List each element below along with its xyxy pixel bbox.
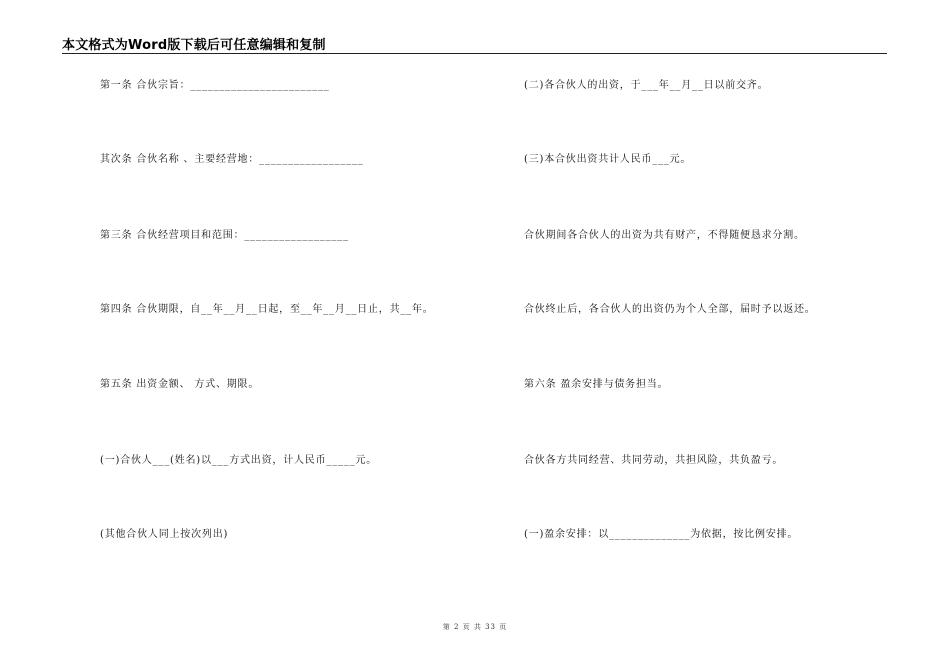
clause-2-name-location: 其次条 合伙名称 、主要经营地：__________________: [100, 154, 364, 165]
page-header: [62, 33, 887, 54]
clause-5-contribution: 第五条 出资金额、 方式、期限。: [100, 379, 260, 390]
clause-5-item-1: (一)合伙人___(姓名)以___方式出资，计人民币_____元。: [100, 455, 378, 466]
clause-4-term: 第四条 合伙期限，自__年__月__日起，至__年__月__日止，共__年。: [100, 304, 434, 315]
page-footer: 第 2 页 共 33 页: [442, 623, 508, 631]
clause-6-profit-debt: 第六条 盈余安排与债务担当。: [524, 379, 669, 390]
header-title: 本文格式为Word版下载后可任意编辑和复制: [62, 38, 326, 53]
clause-1-purpose: 第一条 合伙宗旨：________________________: [100, 80, 330, 91]
clause-5-other-partners: (其他合伙人同上按次列出): [100, 529, 229, 540]
clause-5-item-2: (二)各合伙人的出资，于___年__月__日以前交齐。: [524, 80, 769, 91]
joint-operation-paragraph: 合伙各方共同经营、共同劳动，共担风险，共负盈亏。: [524, 455, 784, 466]
joint-property-paragraph: 合伙期间各合伙人的出资为共有财产，不得随便恳求分割。: [524, 230, 805, 241]
clause-5-item-3: (三)本合伙出资共计人民币___元。: [524, 154, 692, 165]
termination-return-paragraph: 合伙终止后，各合伙人的出资仍为个人全部，届时予以返还。: [524, 304, 816, 315]
clause-3-business-scope: 第三条 合伙经营项目和范围：__________________: [100, 230, 349, 241]
clause-6-item-1: (一)盈余安排：以______________为依据，按比例安排。: [524, 529, 799, 540]
